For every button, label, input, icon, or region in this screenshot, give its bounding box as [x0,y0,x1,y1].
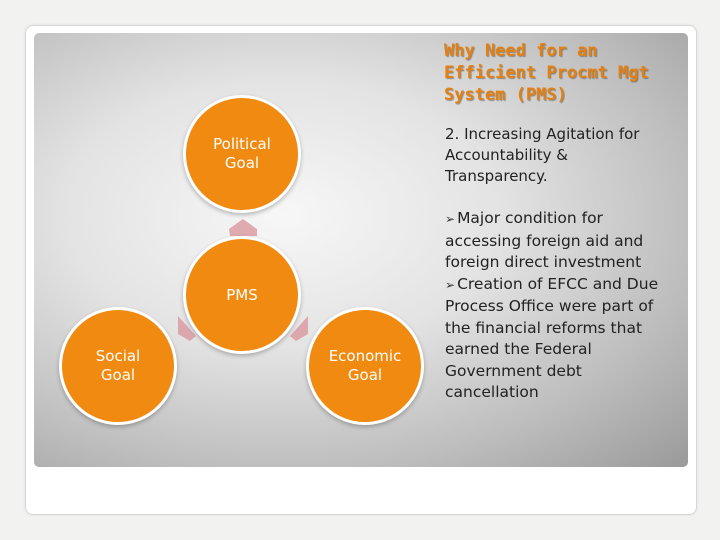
bullet-list [445,208,677,404]
bullet-item [445,274,677,404]
bullet-text: Creation of EFCC and Due Process Office were part of the financial reforms that earned the Federal Government debt cancellation [445,274,659,401]
slide-title: Why Need for an Efficient Procmt Mgt System (PMS) [444,41,649,105]
social-goal-node: Social Goal [59,307,177,425]
political-goal-node: Political Goal [183,95,301,213]
economic-goal-node: Economic Goal [306,307,424,425]
arrow-bullet-icon: ➢ [445,212,456,226]
bullet-item [445,208,677,274]
arrow-bullet-icon: ➢ [445,277,456,292]
pms-node: PMS [183,236,301,354]
point-2: 2. Increasing Agitation for Accountability & Transparency. [445,125,640,185]
bullet-text: Major condition for accessing foreign aid and foreign direct investment [445,209,644,271]
arrow-up-icon [229,219,257,236]
